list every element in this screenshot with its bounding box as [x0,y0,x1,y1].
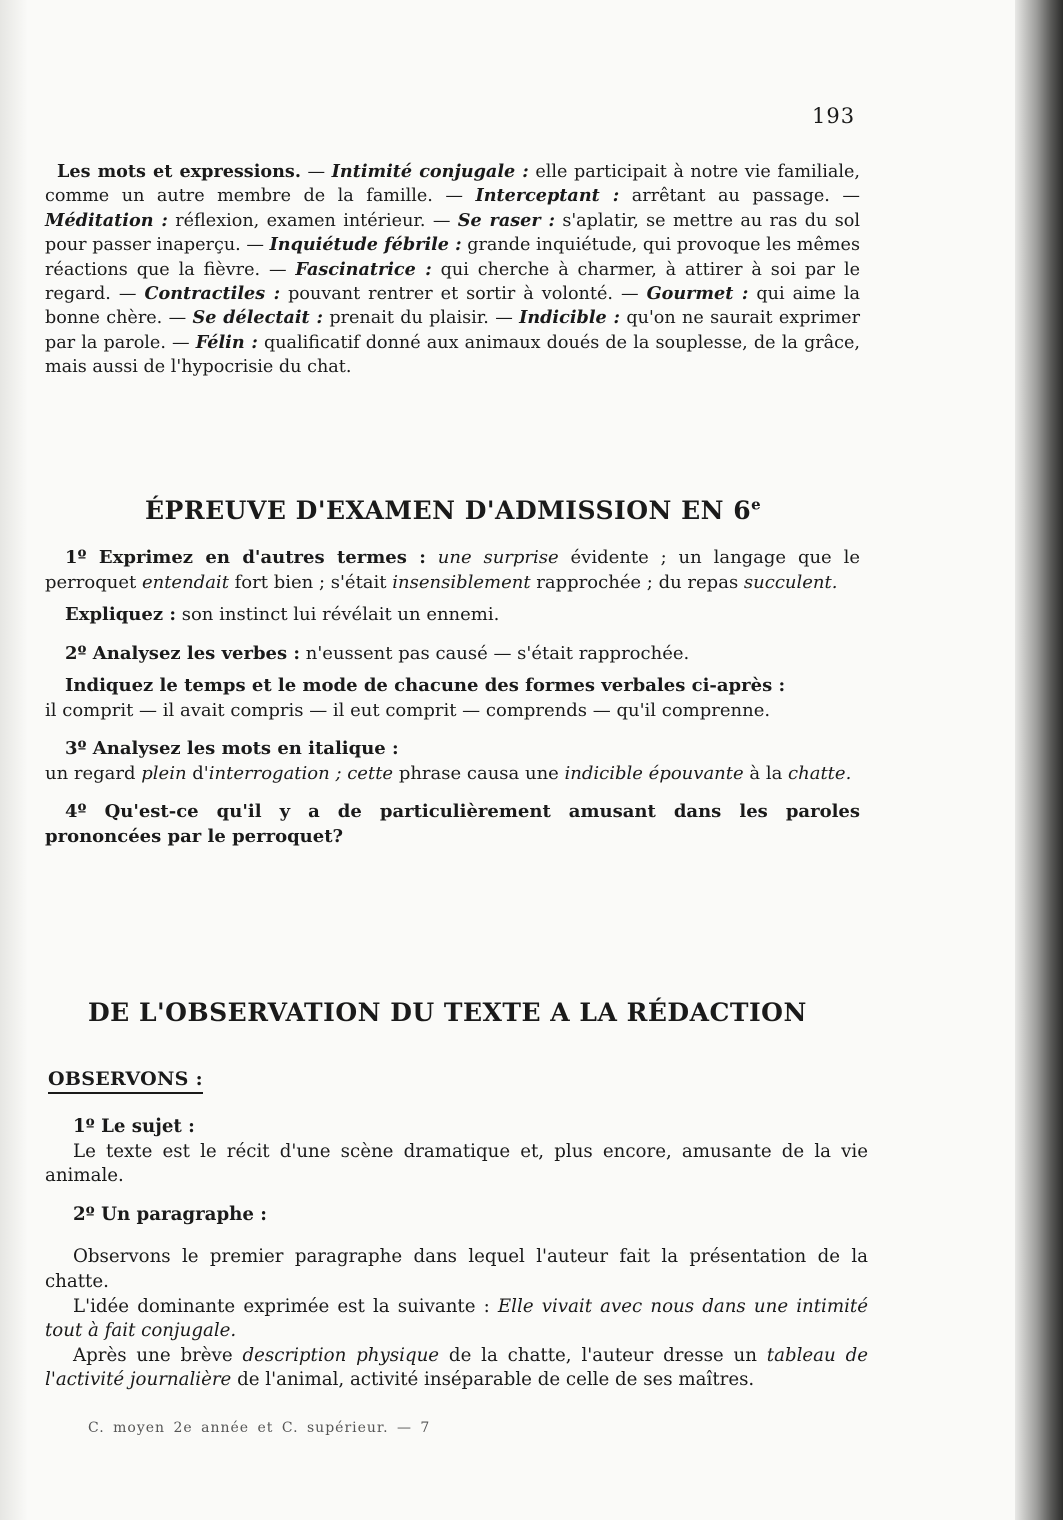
vocabulary-term: Intimité conjugale : [331,161,529,182]
vocabulary-term: Gourmet : [646,283,749,305]
explain-text: son instinct lui révélait un ennemi. [175,604,500,625]
paragraph-text-1: Observons le premier paragraphe dans lequel l'auteur fait la présentation de la chatte. [45,1246,868,1292]
vocabulary-definition: grande inquiétude, qui provoque les mêmes réactions que la fièvre. — [45,235,861,280]
book-binding-edge [1015,0,1063,1520]
exam-questions [45,546,860,849]
vocabulary-term: Félin : [195,331,258,353]
paragraph-text-2 [45,1295,868,1344]
question-4: 4º Qu'est-ce qu'il y a de particulièrement amusant dans les paroles prononcées par le perroquet? [45,801,860,847]
text-fragment: phrase causa une [393,762,565,784]
vocabulary-term: Se raser : [457,209,555,231]
vocabulary-term: Fascinatrice : [295,258,432,280]
italic-fragment: une surprise [437,547,559,568]
redaction-title: DE L'OBSERVATION DU TEXTE A LA RÉDACTION [88,998,807,1027]
vocabulary-definition: elle participait à notre vie familiale, comme un autre membre de la famille. — [45,162,860,207]
text-fragment: d' [186,762,209,784]
italic-fragment: Elle vivait avec nous dans une intimité tout à fait conjugale. [45,1295,869,1342]
vocabulary-definition: arrêtant au passage. — [619,186,860,207]
italic-fragment: plein [141,762,187,784]
question-2-lead: 2º Analysez les verbes : [65,642,301,664]
explain-lead: Expliquez : [65,604,176,625]
text-fragment: Après une brève [73,1344,243,1366]
indicate-lead: Indiquez le temps et le mode de chacune des formes verbales ci-après : [65,675,786,696]
observation-section [45,1115,868,1393]
verb-forms-line: il comprit — il avait compris — il eut comprit — comprends — qu'il comprenne. [45,699,771,721]
vocabulary-definition: s'aplatir, se mettre au ras du sol pour passer inaperçu. — [45,210,860,256]
text-fragment: rapprochée ; du repas [530,571,744,593]
italic-fragment: description physique [242,1344,440,1366]
text-fragment [426,547,438,568]
page-shadow [0,0,28,1520]
vocabulary-paragraph [45,160,860,380]
italic-fragment: indicible épouvante [564,762,744,784]
text-fragment: un regard [45,762,142,784]
vocabulary-term: Se délectait : [192,307,323,329]
observe-heading: OBSERVONS : [48,1068,203,1094]
italic-fragment: entendait [141,571,229,593]
vocabulary-definition: qualificatif donné aux animaux doués de la souplesse, de la grâce, mais aussi de l'hypocrisie du chat. [45,332,860,378]
italic-fragment: insensiblement [392,571,531,593]
question-2-text: n'eussent pas causé — s'était rapprochée. [300,642,690,664]
vocabulary-definition: prenait du plaisir. — [323,308,520,329]
exam-title [145,496,761,525]
page-number: 193 [812,104,856,128]
question-3 [45,737,860,762]
italic-fragment: tableau de l'activité journalière [45,1344,868,1391]
subject-text: Le texte est le récit d'une scène dramatique et, plus encore, amusante de la vie animale. [45,1140,868,1187]
text-fragment: de l'animal, activité inséparable de celle de ses maîtres. [231,1369,755,1391]
text-fragment: fort bien ; s'était [228,571,393,593]
vocabulary-definition: qui cherche à charmer, à attirer à soi par le regard. — [45,259,860,305]
vocabulary-definition: qui aime la bonne chère. — [45,284,860,329]
vocabulary-term: Contractiles : [144,283,281,305]
paragraph-heading: 2º Un paragraphe : [73,1203,268,1225]
exam-title-superscript: e [751,495,762,514]
vocabulary-term: Inquiétude fébrile : [269,234,462,256]
text-fragment: à la [743,762,789,784]
vocabulary-definition: réflexion, examen intérieur. — [167,210,458,231]
question-2 [45,642,860,667]
text-fragment: évidente ; un langage que le perroquet [45,547,860,593]
vocabulary-definition: qu'on ne saurait exprimer par la parole. — [45,308,860,353]
question-1-lead: 1º Exprimez en d'autres termes : [65,547,426,568]
separator-dash: — [300,162,332,182]
vocabulary-entries [45,162,860,377]
vocabulary-section [45,160,860,380]
text-fragment: de la chatte, l'auteur dresse un [439,1344,767,1366]
vocabulary-term: Interceptant : [475,185,620,207]
page-footer: C. moyen 2e année et C. supérieur. — 7 [88,1420,431,1436]
italic-fragment: succulent. [743,571,838,593]
vocabulary-term: Méditation : [45,209,168,231]
subject-heading: 1º Le sujet : [73,1116,195,1137]
italic-fragment: chatte. [788,762,852,784]
vocabulary-term: Indicible : [519,307,621,329]
question-1 [45,546,860,595]
question-1-explain [45,603,860,628]
exam-title-text: ÉPREUVE D'EXAMEN D'ADMISSION EN 6 [145,496,752,525]
text-fragment: L'idée dominante exprimée est la suivante : [73,1295,498,1317]
italic-fragment: interrogation ; cette [208,762,394,784]
question-3-text [45,762,860,787]
question-3-lead: 3º Analysez les mots en italique : [65,738,399,759]
paragraph-text-3 [45,1344,868,1393]
question-2-indicate [45,674,860,699]
vocabulary-definition: pouvant rentrer et sortir à volonté. — [280,284,647,305]
vocabulary-heading: Les mots et expressions. [57,161,301,182]
